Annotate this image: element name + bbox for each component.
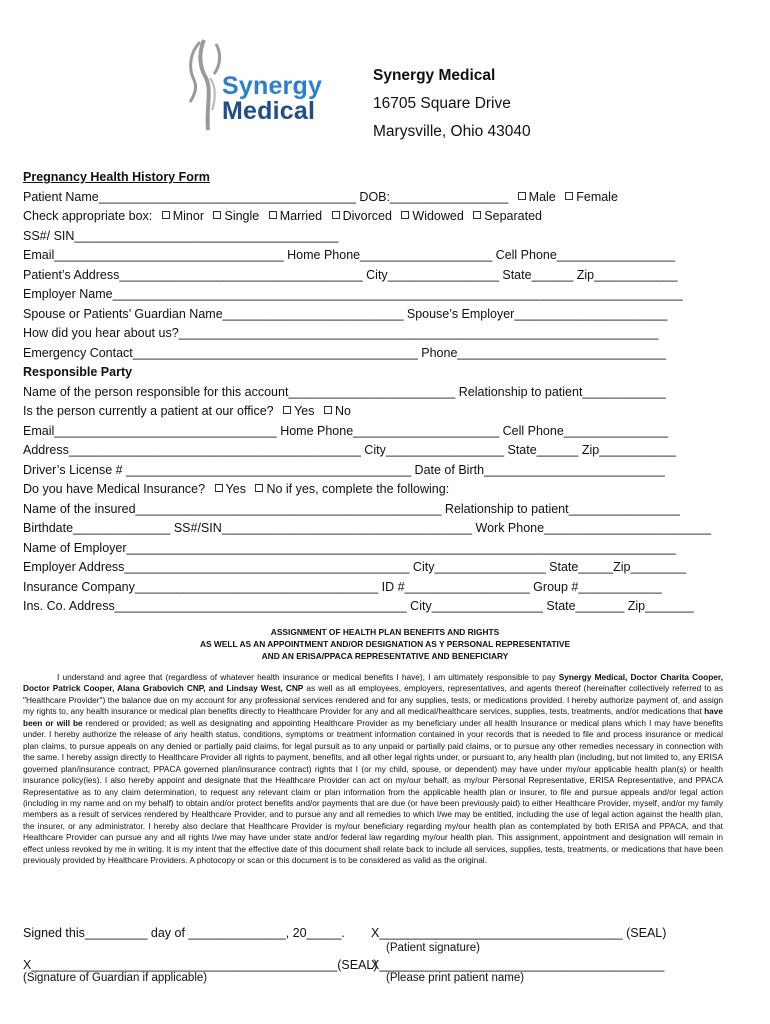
- row-employer-name[interactable]: Employer Name__________________________________________________________________________________: [23, 287, 683, 301]
- current-patient-label: Is the person currently a patient at our office?: [23, 404, 274, 418]
- row-medical-insurance: [23, 480, 743, 500]
- assignment-body: [23, 672, 723, 867]
- responsible-party-heading: Responsible Party: [23, 365, 133, 379]
- row-responsible-address[interactable]: Address__________________________________________ City_________________ State______ Zip___________: [23, 443, 676, 457]
- logo-word-synergy: Synergy: [222, 72, 323, 100]
- row-current-patient: [23, 402, 743, 422]
- current-patient-no-checkbox[interactable]: [324, 406, 332, 414]
- synergy-medical-logo: [186, 38, 356, 134]
- row-drivers-license[interactable]: Driver’s License # _________________________________________ Date of Birth__________________________: [23, 462, 665, 477]
- minor-checkbox[interactable]: [162, 211, 170, 219]
- guardian-signature-line[interactable]: X____________________________________________(SEAL): [23, 958, 378, 972]
- signed-date-line[interactable]: Signed this_________ day of ______________, 20_____.: [23, 926, 345, 940]
- row-responsible-person[interactable]: Name of the person responsible for this account________________________ Relationship to patient____________: [23, 384, 666, 399]
- title-rest: Health History Form: [86, 170, 210, 184]
- insurance-no-label: No: [266, 482, 283, 496]
- row-referral-source[interactable]: How did you hear about us?_____________________________________________________________________: [23, 326, 659, 340]
- widowed-checkbox[interactable]: [401, 211, 409, 219]
- married-label: Married: [279, 209, 323, 223]
- insurance-yes-label: Yes: [225, 482, 246, 496]
- title-pregnancy: Pregnancy: [23, 170, 87, 184]
- assignment-text-1: I understand and agree that (regardless of whatever health insurance or medical benefits I have), I am ultimately responsible to pay: [57, 672, 559, 682]
- row-employer-address[interactable]: Employer Address_________________________________________ City________________ State_____Zip________: [23, 560, 687, 574]
- assignment-text-3: rendered or provided; as well as designating and appointing Healthcare Provider as my beneficiary under all health Insurance or medical plans which I may have benefits under. I hereby authorize the release of any health status, conditions, symptoms or treatment information contained in your records that is needed to file and process insurance or medical plan claims, to pursue appeals on any denied or partially paid claims, for legal pursuit as to any unpaid or partially paid claims, or to pursue any other remedies necessary in connection with the same. I hereby assign directly to Healthcare Provider all rights to payment, benefits, and all other legal rights under, or pursuant to, any health plan (including, but not limited to, any ERISA governed plan/insurance contract, PPACA governed plan/insurance contract) rights that I (or my child, spouse, or dependent) may have under my/our applicable health plan(s) or health insurance policy(ies). I also hereby appoint and designate that the Healthcare Provider can act on my/our behalf, as my/our Personal Representative, ERISA Representative, and PPACA Representative as to any claim determination, to request any relevant claim or plan information from the applicable health plan or insurer, to file and pursue appeals and/or legal action (including in my name and on my behalf) to obtain and/or protect benefits and/or payments that are due (or have been previously paid) to either Healthcare Provider, myself, and/or my family members as a result of services rendered by Healthcare Provider, and to pursue any and all remedies to which I/we may be entitled, including the use of legal action against the health plan, the insurer, or any administrator. I hereby also declare that Healthcare Provider is my/our beneficiary regarding my/our health plan as contemplated by both ERISA and PPACA, and that Healthcare Provider can pursue any and all rights I/we may have under state and/or federal law regarding my/our health plan. This assignment, appointment and designation will remain in effect unless revoked by me in writing. It is my intent that the effective date of this document shall relate back to include all services, supplies, tests, treatments, or medications that have been previously provided by Healthcare Providers. A photocopy or scan or this document is to be considered as valid as the original.: [23, 717, 723, 866]
- assignment-heading-line3: AND AN ERISA/PPACA REPRESENTATIVE AND BENEFICIARY: [261, 651, 509, 661]
- row-insured-name[interactable]: Name of the insured____________________________________________ Relationship to patient________________: [23, 501, 680, 516]
- insurance-followup-text: if yes, complete the following:: [282, 482, 450, 496]
- married-checkbox[interactable]: [269, 211, 277, 219]
- assignment-bold-providers: Synergy Medical, Doctor Charita Cooper, Doctor Patrick Cooper, Alana Grabovich CNP, and Lindsay West, CNP: [23, 672, 724, 694]
- practice-address: [373, 62, 531, 146]
- assignment-text-2: as well as all employees, employers, representatives, and agents thereof (hereinafter collectively referred to as "Healthcare Provider") the balance due on my account for any professional services rendered and for any supplies, tests, or medications provided. I hereby authorize payment of, and assign my rights to, any health insurance or medical plan benefits directly to Healthcare Provider for any and all medical/healthcare services, supplies, tests, treatments, and/or medications that: [23, 683, 724, 717]
- row-patient-name[interactable]: [23, 188, 743, 208]
- practice-name: Synergy Medical: [373, 67, 496, 84]
- male-checkbox[interactable]: [518, 192, 526, 200]
- separated-label: Separated: [484, 209, 542, 223]
- patient-name-dob-field[interactable]: Patient Name_____________________________________ DOB:_________________: [23, 189, 509, 204]
- single-checkbox[interactable]: [213, 211, 221, 219]
- divorced-checkbox[interactable]: [332, 211, 340, 219]
- insurance-no-checkbox[interactable]: [255, 484, 263, 492]
- guardian-signature-label: (Signature of Guardian if applicable): [23, 972, 208, 984]
- male-label: Male: [528, 189, 556, 204]
- print-name-line[interactable]: X_________________________________________: [371, 958, 665, 972]
- row-insurance-address[interactable]: Ins. Co. Address__________________________________________ City________________ State_______ Zip_______: [23, 599, 694, 613]
- form-title: [23, 168, 743, 188]
- female-label: Female: [576, 189, 618, 204]
- widowed-label: Widowed: [412, 209, 464, 223]
- medical-insurance-label: Do you have Medical Insurance?: [23, 482, 206, 496]
- row-email-phones[interactable]: Email_________________________________ Home Phone___________________ Cell Phone_________________: [23, 248, 675, 262]
- assignment-heading-line1: ASSIGNMENT OF HEALTH PLAN BENEFITS AND RIGHTS: [270, 627, 500, 637]
- current-patient-yes-checkbox[interactable]: [283, 406, 291, 414]
- patient-signature-line[interactable]: X___________________________________ (SEAL): [371, 926, 667, 940]
- patient-signature-label: (Patient signature): [386, 942, 480, 954]
- female-checkbox[interactable]: [565, 192, 573, 200]
- row-birthdate-ssn-workphone[interactable]: Birthdate______________ SS#/SIN____________________________________ Work Phone________________________: [23, 521, 711, 535]
- row-patient-address[interactable]: Patient’s Address___________________________________ City________________ State______ Zip____________: [23, 267, 678, 282]
- current-patient-yes-label: Yes: [294, 404, 315, 418]
- logo-word-medical: Medical: [222, 97, 316, 125]
- assignment-bold-rendered: have been or will be: [23, 706, 723, 728]
- patient-info-form: [23, 168, 743, 617]
- row-insured-employer[interactable]: Name of Employer_______________________________________________________________________________: [23, 540, 676, 555]
- row-emergency-contact[interactable]: Emergency Contact_________________________________________ Phone______________________________: [23, 345, 666, 360]
- assignment-heading: [0, 626, 770, 662]
- current-patient-no-label: No: [335, 404, 351, 418]
- practice-city: Marysville, Ohio 43040: [373, 123, 531, 140]
- row-responsible-email-phones[interactable]: Email________________________________ Home Phone_____________________ Cell Phone_______________: [23, 423, 669, 438]
- row-insurance-company[interactable]: Insurance Company___________________________________ ID #__________________ Group #____________: [23, 579, 662, 594]
- single-label: Single: [224, 209, 260, 223]
- divorced-label: Divorced: [342, 209, 392, 223]
- row-marital-status: [23, 207, 743, 227]
- assignment-heading-line2: AS WELL AS AN APPOINTMENT AND/OR DESIGNATION AS Y PERSONAL REPRESENTATIVE: [199, 639, 571, 649]
- row-spouse-guardian[interactable]: Spouse or Patients’ Guardian Name__________________________ Spouse’s Employer______________________: [23, 306, 668, 321]
- assignment-paragraph: [23, 672, 723, 867]
- marital-status-label: Check appropriate box:: [23, 209, 153, 223]
- print-name-label: (Please print patient name): [386, 972, 525, 984]
- row-ssn[interactable]: SS#/ SIN______________________________________: [23, 228, 339, 243]
- separated-checkbox[interactable]: [473, 211, 481, 219]
- practice-street: 16705 Square Drive: [373, 95, 511, 112]
- insurance-yes-checkbox[interactable]: [215, 484, 223, 492]
- minor-label: Minor: [172, 209, 204, 223]
